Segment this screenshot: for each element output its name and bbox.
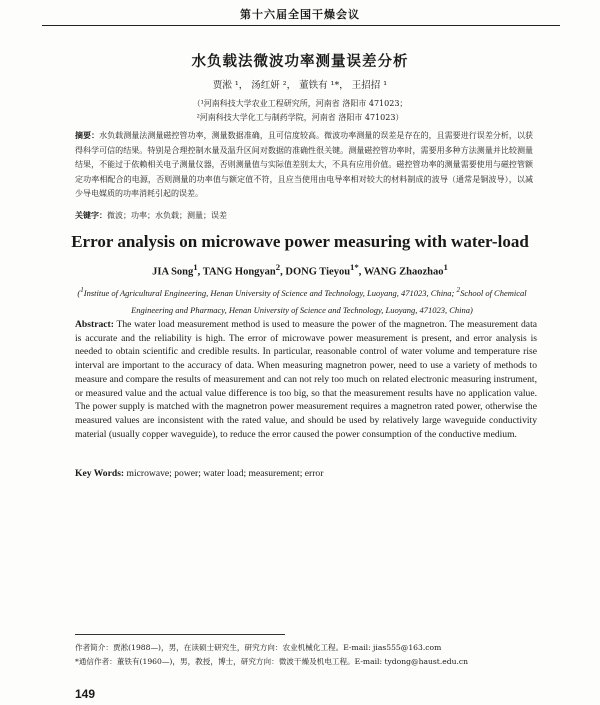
footnote-corresponding-author: *通信作者：董铁有(1960—)，男，教授，博士，研究方向：微波干燥及机电工程。E-mail: tydong@haust.edu.cn [75, 657, 469, 666]
chinese-abstract [75, 128, 533, 202]
chinese-title: 水负载法微波功率测量误差分析 [191, 54, 409, 70]
english-affiliation: ($^1$Institue of Agricultural Engineering, Henan University of Science and Technology, Luoyang, 471023, China; $^2$School of Chemical Engineering and Pharmacy, Henan University of Science and Technology, Luoyang, 471023, China) [77, 286, 527, 315]
english-keywords [75, 468, 537, 479]
english-title: Error analysis on microwave power measuring with water-load [71, 232, 529, 251]
chinese-keywords-text: 微波；功率；水负载；测量；误差 [107, 211, 227, 220]
english-authors: JIA Song$^1$, TANG Hongyan$^2$, DONG Tieyou$^{1*}$, WANG Zhaozhao$^1$ [152, 262, 448, 278]
page-number: 149 [75, 687, 96, 701]
footnote-rule [75, 634, 285, 635]
english-keywords-text: microwave; power; water load; measurement; error [126, 468, 324, 479]
chinese-author: 贾淞 ¹ [212, 80, 239, 91]
chinese-affiliation-1: （¹河南科技大学农业工程研究所，河南省 洛阳市 471023； [192, 99, 408, 108]
chinese-keywords [75, 210, 533, 221]
header-rule [42, 25, 560, 26]
english-keywords-label: Key Words: [75, 468, 125, 479]
english-abstract-text: The water load measurement method is used to measure the power of the magnetron. The measurement data is accurate and the reliability is high. The error of microwave power measurement is present, and error analysis is needed to obtain scientific and credible results. In particular, reasonable control of water volume and temperature rise interval are important to the accuracy of data. When measuring magnetron power, need to use a variety of methods to measure and compare the results of measurement and can not rely too much on related electronic measuring instrument, or measured value and the actual value difference is too big, so that the measurement results have no application value. The power supply is matched with the magnetron power measurement requires a magnetron rated power, otherwise the measured values are inconsistent with the rated value, and should be used by relatively large waveguide conductivity material (usually copper waveguide), to reduce the error caused the power consumption of the conductive medium. [75, 319, 537, 440]
english-abstract [75, 318, 537, 441]
chinese-author: 汤红妍 ² [251, 80, 287, 91]
chinese-abstract-label: 摘要： [75, 130, 100, 140]
chinese-author: 王招招 ¹ [351, 80, 388, 91]
english-abstract-label: Abstract: [75, 319, 114, 330]
chinese-affiliation-2: ²河南科技大学化工与制药学院，河南省 洛阳市 471023） [196, 113, 404, 122]
running-header: 第十六届全国干燥会议 [240, 8, 360, 21]
chinese-keywords-label: 关键字： [75, 210, 107, 220]
chinese-abstract-text: 水负载测量法测量磁控管功率，测量数据准确，且可信度较高。微波功率测量的误差是存在的，且需要进行误差分析，以获得科学可信的结果。特别是合理控制水量及温升区间对数据的准确性很关键。测量磁控管功率时，需要用多种方法测量并比较测量结果，不能过于依赖相关电子测量仪器，否则测量值与实际值差别太大，不具有应用价值。磁控管功率的测量需要使用与磁控管额定功率相配合的电源，否则测量的功率值与额定值不符，且应当使用由电导率相对较大的材料制成的波导（通常是铜波导），以减少导电媒质的功率消耗引起的误差。 [75, 131, 533, 198]
chinese-author: 董铁有 ¹* [299, 80, 340, 91]
chinese-authors: 贾淞 ¹， 汤红妍 ²， 董铁有 ¹*， 王招招 ¹ [212, 80, 388, 91]
footnote-author-bio: 作者简介：贾淞(1988—)，男，在读硕士研究生，研究方向：农业机械化工程。E-mail: jias555@163.com [75, 643, 442, 652]
